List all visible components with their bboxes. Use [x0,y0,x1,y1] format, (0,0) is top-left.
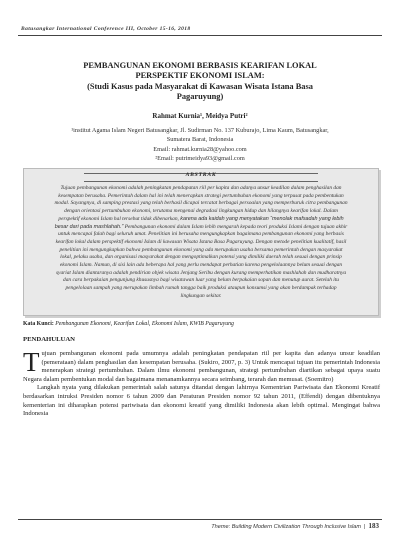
abstract-box [23,168,379,316]
keywords-line [23,321,380,327]
footer-rule [18,519,382,520]
keywords-value: Pembangunan Ekonomi, Kearifan Lokal, Ekonomi Islam, KWIB Pagaruyung [55,321,234,327]
page-footer [211,522,379,530]
title-line: (Studi Kasus pada Masyarakat di Kawasan Wisata Istana Basa [87,81,313,91]
page-number: 183 [368,522,379,530]
header-rule [18,35,382,36]
abstract-text [54,185,348,301]
email-line: ²Email: putrimeidya93@gmail.com [155,155,245,163]
affiliation-block [20,126,380,164]
abstract-text-part: Tujuan pembangunan ekonomi adalah peningkatan pendapatan riil per kapita dan adanya unsur keadilan dalam penghasilan dan kesempatan berusaha. Pemerintah dalam hal ini telah menerapkan strategi pertumbuhan ekonomi yang terpusat pada pembentukan modal. Sayangnya, di samping prestasi yang telah berhasil dicapai tercatat berbagai persoalan yang memperburuk citra pembangunan dengan orientasi pertumbuhan ekonomi, terutama mengenai degradasi lingkungan hidup dan hilangnya kearifan lokal. Dalam perspektif ekonomi Islam hal tersebut tidak dibenarkan, [54,185,348,222]
drop-cap: T [23,347,40,377]
affiliation-line: ¹institut Agama Islam Negeri Batusangkar, Jl. Sudirman No. 137 Kuburajo, Lima Kaum, Batusangkar, [71,127,329,134]
footer-theme: Theme: Building Modern Civilization Through Inclusive Islam [211,524,362,530]
abstract-quote: karena ada kaidah yang menyatakan “menolak mafsadah yang lebih besar dari pada mashlahah.” [54,215,344,230]
intro-paragraph: Langkah nyata yang dilakukan pemerintah salah satunya ditandai dengan lahirnya Kementrian Pariwisata dan Ekonomi Kreatif berdasarkan intruksi Presiden nomor 6 tahun 2009 dan Peraturan Presiden nomor 92 tahun 2011, (Effendi) dengan dibentuknya kementerian ini diharapkan potensi pariwisata dan ekonomi kreatif yang dimiliki Indonesia akan lebih optimal. Mengingat bahwa Indonesia [23,384,380,418]
authors: Rahmat Kurnia¹, Meidya Putri² [152,112,248,120]
intro-body [23,347,380,419]
footer-separator: | [364,524,366,530]
title-line: PERSPEKTIF EKONOMI ISLAM: [135,71,265,81]
abstract-text-part: Pembangunan ekonomi dalam Islam lebih mengarah kepada teori produksi Islami dengan tujuan akhir untuk mencapai falah bagi seluruh umat. Penelitian ini berusaha mengungkapkan bagaimana pembangunan ekonomi yang berbasis kearifan lokal dalam perspektif ekonomi Islam di kawasan Wisata Istana Basa Pagaruyung. Dengan metode penelitian kualitatif, hasil penelitian ini mengungkapkan bahwa pembangunan ekonomi yang ada merupakan usaha bersama pemerintah dengan masyarakat lokal, pelaku usaha, dan organisasi masyarakat dengan mengoptimalkan potensi yang dimiliki daerah telah sesuai dengan prinsip ekonomi Islam. Namun, di sisi lain ada beberapa hal yang perlu mendapat perhatian karena pengelolaannya belum sesuai dengan syariat Islam diantaranya adalah pendirian objek wisata Jenjang Seribu dengan kurang memperhatikan mashlahah dan mudharatnya dan cara berpakaian pengunjung khususnya bagi wisatawan luar yang belum berpakaian sopan dan menutup aurat. Setelah itu pengelolaan sampah yang merupakan limbah rumah tangga baik produksi ataupun konsumsi yang akan berdampak terhadap lingkungan sekitar. [55,223,348,299]
keywords-label: Kata Kunci: [23,321,54,327]
section-heading: PENDAHULUAN [23,336,76,343]
title-line: PEMBANGUNAN EKONOMI BERBASIS KEARIFAN LOKAL [83,61,317,70]
abstract-heading: ABSTRAK [185,172,217,178]
running-head: Batusangkar International Conference III, October 15-16, 2018 [21,26,191,32]
intro-paragraph [23,347,380,384]
title-line: Pagaruyung) [176,92,224,102]
affiliation-line: Sumatera Barat, Indonesia [166,136,234,144]
intro-paragraph-text: ujuan pembangunan ekonomi pada umumnya adalah peningkatan pendapatan riil per kapita dan adanya unsur keadilan (pemerataan) dalam penghasilan dan kesempatan berusaha. (Sukiro, 2007, p. 3) Untuk mencapai tujuan itu pemerintah Indonesia menerapkan strategi pertumbuhan. Dalam ilmu ekonomi pembangunan, strategi pertumbuhan diartikan sebagai upaya suatu Negara dalam pembentukan modal dan bagaimana menanamkannya secara seimbang, terarah dan memusat. (Soemitro) [23,350,380,383]
abstract-rule-bottom [84,181,318,182]
paper-title [30,61,370,103]
email-line: Email: rahmat.kurnia28@yahoo.com [153,145,247,153]
